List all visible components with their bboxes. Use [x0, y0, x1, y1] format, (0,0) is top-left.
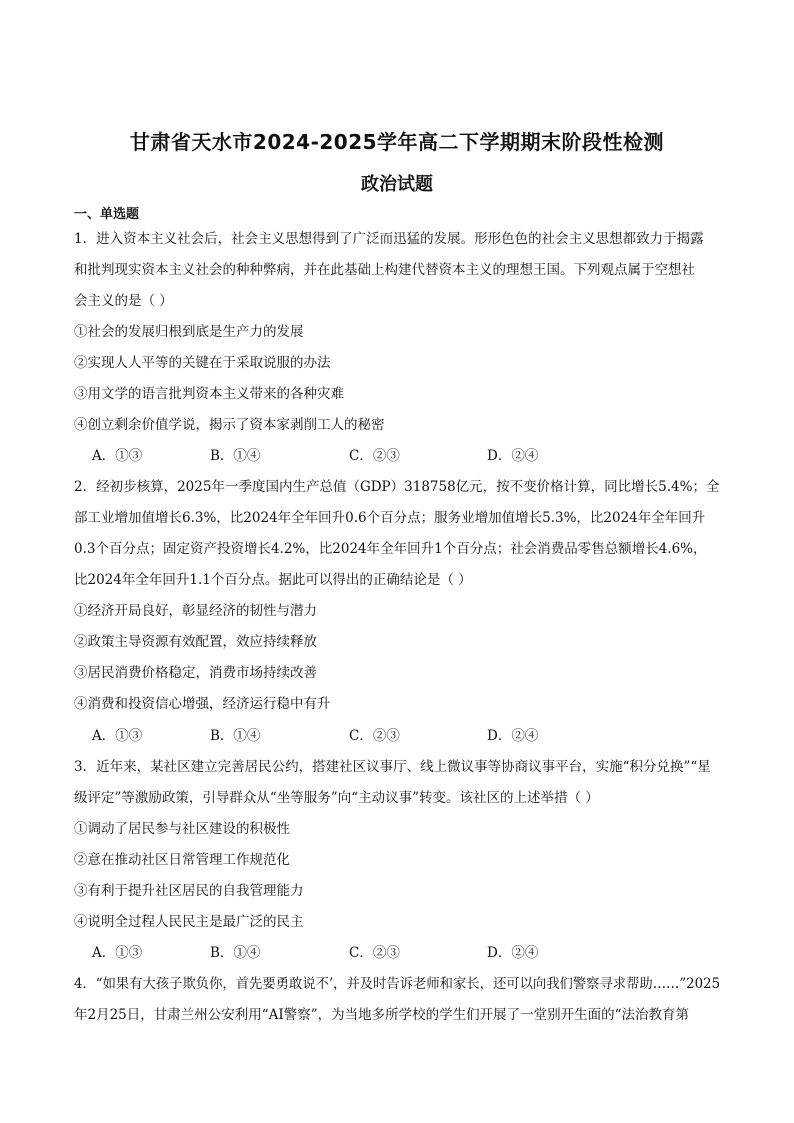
q3-item: ②意在推动社区日常管理工作规范化 [74, 852, 290, 868]
q2-stem-line: 2．经初步核算，2025年一季度国内生产总值（GDP）318758亿元，按不变价格计算，同比增长5.4%；全 [74, 479, 720, 495]
q3-item: ③有利于提升社区居民的自我管理能力 [74, 883, 304, 899]
q3-item: ①调动了居民参与社区建设的积极性 [74, 821, 290, 837]
q1-item: ④创立剩余价值学说，揭示了资本家剥削工人的秘密 [74, 417, 385, 433]
q1-stem-line: 会主义的是（ ） [74, 293, 173, 309]
q2-option-d: D．②④ [487, 728, 539, 744]
q3-item: ④说明全过程人民民主是最广泛的民主 [74, 914, 304, 930]
q3-option-c: C．②③ [349, 945, 400, 961]
q3-stem-line: 级评定”等激励政策，引导群众从“坐等服务”向“主动议事”转变。该社区的上述举措（ ） [74, 790, 599, 806]
q2-option-c: C．②③ [349, 728, 400, 744]
q3-stem-line: 3．近年来，某社区建立完善居民公约，搭建社区议事厅、线上微议事等协商议事平台，实施“积分兑换”“星 [74, 759, 711, 775]
q4-stem-line: 年2月25日，甘肃兰州公安利用“AI警察”，为当地多所学校的学生们开展了一堂别开生面的“法治教育第 [74, 1007, 690, 1023]
q1-option-a: A．①③ [92, 448, 143, 464]
document-title: 甘肃省天水市2024-2025学年高二下学期期末阶段性检测 [129, 130, 665, 154]
document-subtitle: 政治试题 [361, 174, 433, 195]
q2-item: ④消费和投资信心增强，经济运行稳中有升 [74, 696, 331, 712]
q2-stem-line: 0.3个百分点；固定资产投资增长4.2%，比2024年全年回升1个百分点；社会消费品零售总额增长4.6%， [74, 541, 707, 557]
section-heading: 一、单选题 [74, 207, 140, 222]
q1-item: ①社会的发展归根到底是生产力的发展 [74, 324, 304, 340]
q2-item: ②政策主导资源有效配置，效应持续释放 [74, 634, 317, 650]
q2-item: ③居民消费价格稳定，消费市场持续改善 [74, 665, 317, 681]
q2-stem-line: 部工业增加值增长6.3%，比2024年全年回升0.6个百分点；服务业增加值增长5.3%，比2024年全年回升 [74, 510, 706, 526]
q3-option-a: A．①③ [92, 945, 143, 961]
q2-option-a: A．①③ [92, 728, 143, 744]
q1-option-b: B．①④ [210, 448, 261, 464]
q1-stem-line: 1．进入资本主义社会后，社会主义思想得到了广泛而迅猛的发展。形形色色的社会主义思想都致力于揭露 [74, 231, 704, 247]
q4-stem-line: 4．“如果有大孩子欺负你，首先要勇敢说不’，并及时告诉老师和家长，还可以向我们警察寻求帮助……”2025 [74, 976, 721, 992]
q1-stem-line: 和批判现实资本主义社会的种种弊病，并在此基础上构建代替资本主义的理想王国。下列观点属于空想社 [74, 262, 695, 278]
q2-stem-line: 比2024年全年回升1.1个百分点。据此可以得出的正确结论是（ ） [74, 572, 472, 588]
q3-option-b: B．①④ [210, 945, 261, 961]
q2-option-b: B．①④ [210, 728, 261, 744]
q3-option-d: D．②④ [487, 945, 539, 961]
q2-item: ①经济开局良好，彰显经济的韧性与潜力 [74, 603, 317, 619]
q1-option-c: C．②③ [349, 448, 400, 464]
q1-item: ③用文学的语言批判资本主义带来的各种灾难 [74, 386, 344, 402]
q1-option-d: D．②④ [487, 448, 539, 464]
q1-item: ②实现人人平等的关键在于采取说服的办法 [74, 355, 331, 371]
